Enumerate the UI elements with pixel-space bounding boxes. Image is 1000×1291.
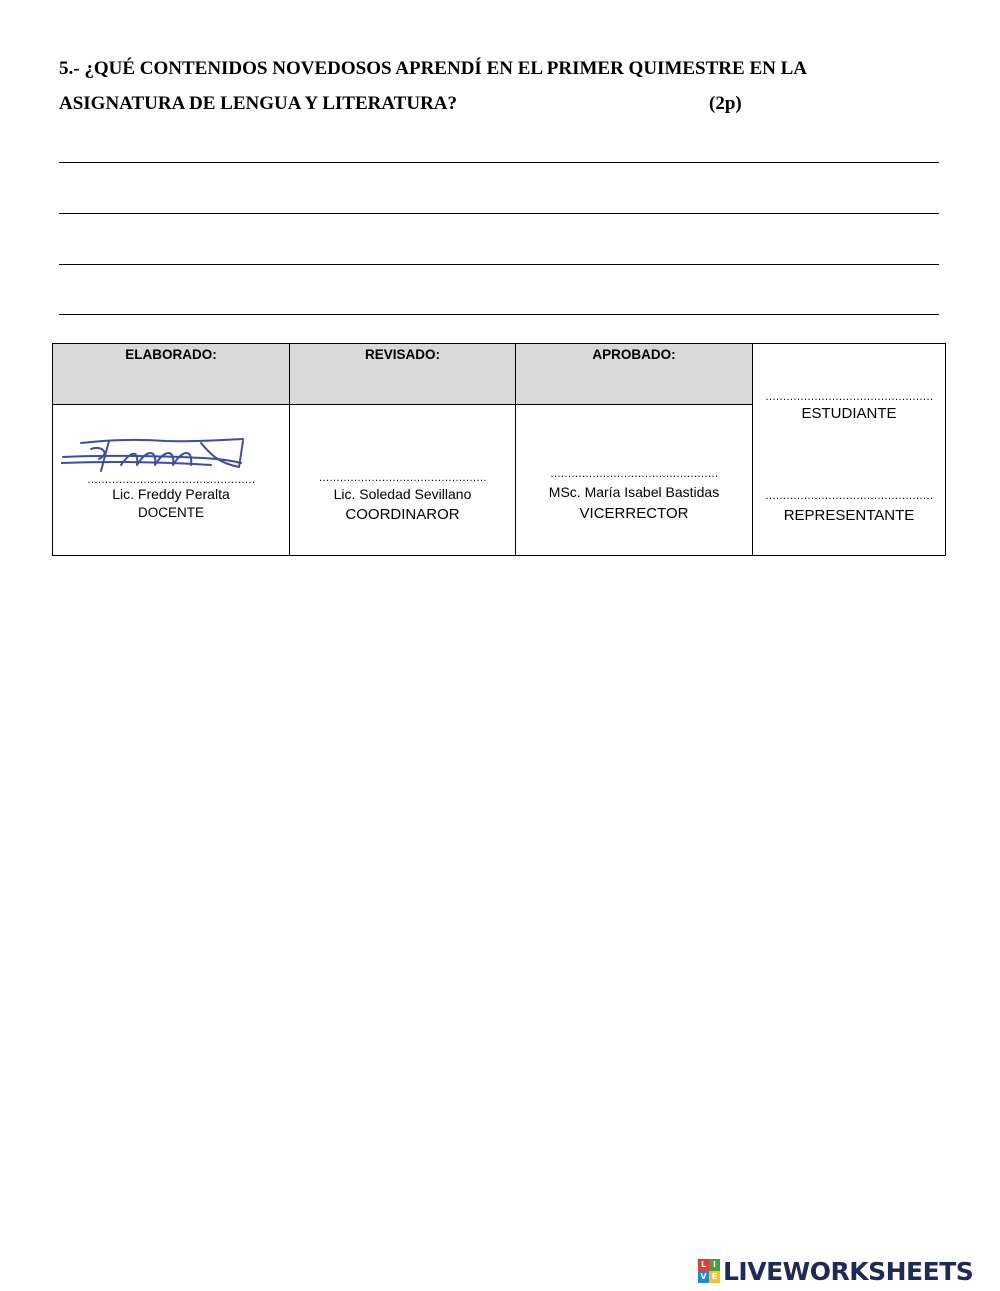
question-points: (2p) (709, 93, 742, 114)
docente-signature-line: ………………………………………… (87, 474, 255, 486)
answer-line-1[interactable] (59, 162, 939, 163)
question-text-line1: 5.- ¿QUÉ CONTENIDOS NOVEDOSOS APRENDÍ EN EL PRIMER QUIMESTRE EN LA (59, 58, 807, 79)
representative-signature-line: ………………………………………… (765, 490, 933, 502)
approval-table (52, 343, 946, 556)
logo-letter-i: I (709, 1259, 720, 1271)
header-revisado: REVISADO: (290, 344, 516, 405)
answer-line-4[interactable] (59, 314, 939, 315)
vicerrector-signature-line: ………………………………………… (550, 468, 718, 480)
logo-letter-e: E (709, 1271, 720, 1283)
representative-label: REPRESENTANTE (783, 507, 915, 524)
coordinador-signature-line: ………………………………………… (318, 472, 487, 484)
header-elaborado: ELABORADO: (53, 344, 290, 405)
student-signature-line: ………………………………………… (765, 391, 933, 403)
logo-letter-v: V (698, 1271, 709, 1283)
question-text-line2: ASIGNATURA DE LENGUA Y LITERATURA? (59, 93, 458, 114)
coordinador-role: COORDINAROR (345, 506, 460, 523)
signature-cell-vicerrector (516, 405, 753, 556)
header-aprobado: APROBADO: (516, 344, 753, 405)
vicerrector-name: MSc. María Isabel Bastidas (548, 484, 720, 500)
handwritten-signature-icon (61, 435, 251, 475)
signature-cell-coordinador (290, 405, 516, 556)
answer-line-2[interactable] (59, 213, 939, 214)
brand-name: LIVEWORKSHEETS (723, 1256, 974, 1286)
docente-name: Lic. Freddy Peralta (112, 486, 230, 502)
vicerrector-role: VICERRECTOR (579, 505, 689, 522)
signature-cell-docente (53, 405, 290, 556)
liveworksheets-logo-icon (698, 1259, 720, 1283)
student-representative-cell (753, 344, 946, 556)
coordinador-name: Lic. Soledad Sevillano (333, 486, 472, 502)
answer-line-3[interactable] (59, 264, 939, 265)
student-label: ESTUDIANTE (801, 405, 897, 422)
liveworksheets-brand (698, 1256, 973, 1286)
docente-role: DOCENTE (137, 505, 204, 520)
logo-letter-l: L (698, 1259, 709, 1271)
